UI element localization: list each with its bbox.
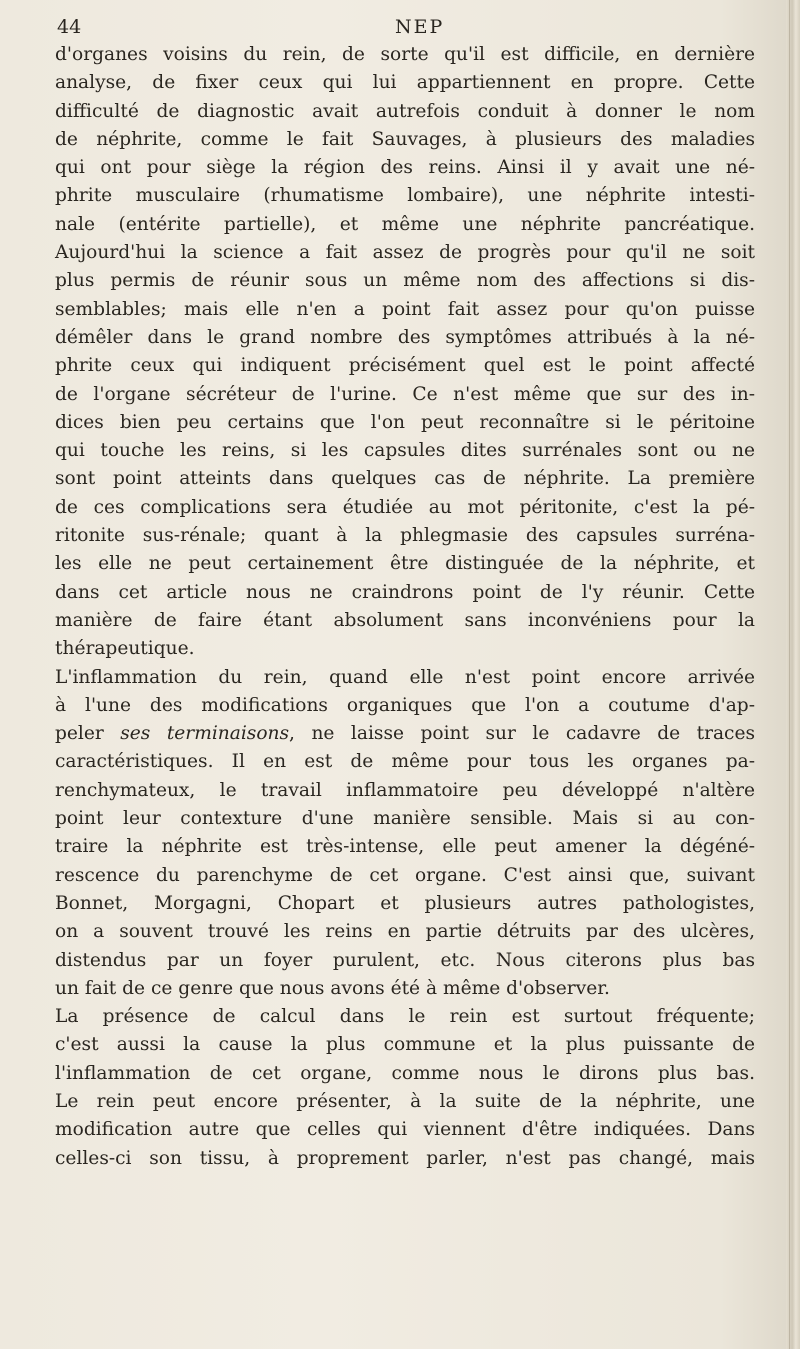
text-line: un fait de ce genre que nous avons été à même d'observer.	[55, 977, 610, 999]
text-line: renchymateux, le travail inflammatoire peu développé n'altère	[55, 779, 755, 801]
text-line: phrite musculaire (rhumatisme lombaire), une néphrite intesti-	[55, 185, 755, 207]
text-line: sont point atteints dans quelques cas de néphrite. La première	[55, 468, 755, 490]
text-line: démêler dans le grand nombre des symptômes attribués à la né-	[55, 326, 755, 348]
text-line: phrite ceux qui indiquent précisément quel est le point affecté	[55, 355, 755, 377]
text-line: les elle ne peut certainement être distinguée de la néphrite, et	[55, 553, 755, 575]
text-line: qui touche les reins, si les capsules dites surrénales sont ou ne	[55, 440, 755, 462]
text-line: c'est aussi la cause la plus commune et la plus puissante de	[55, 1034, 755, 1056]
text-line: Le rein peut encore présenter, à la suite de la néphrite, une	[55, 1090, 755, 1112]
page-edge-line	[789, 0, 790, 1349]
page-header	[57, 14, 747, 40]
text-line: caractéristiques. Il en est de même pour tous les organes pa-	[55, 751, 755, 773]
text-line: on a souvent trouvé les reins en partie détruits par des ulcères,	[55, 921, 755, 943]
italic-phrase: ses terminaisons	[120, 723, 290, 745]
text-line: à l'une des modifications organiques que l'on a coutume d'ap-	[55, 694, 755, 716]
text-line: L'inflammation du rein, quand elle n'est point encore arrivée	[55, 666, 755, 688]
text-line: dans cet article nous ne craindrons point de l'y réunir. Cette	[55, 581, 755, 603]
text-line: nale (entérite partielle), et même une néphrite pancréatique.	[55, 213, 755, 235]
text-line: qui ont pour siège la région des reins. Ainsi il y avait une né-	[55, 157, 755, 179]
text-line: ritonite sus-rénale; quant à la phlegmasie des capsules surréna-	[55, 525, 755, 547]
text-line: point leur contexture d'une manière sensible. Mais si au con-	[55, 808, 755, 830]
text-line: de ces complications sera étudiée au mot péritonite, c'est la pé-	[55, 496, 755, 518]
text-line: d'organes voisins du rein, de sorte qu'il est difficile, en dernière	[55, 44, 755, 65]
text-line: celles-ci son tissu, à proprement parler, n'est pas changé, mais	[55, 1147, 755, 1169]
text-line: de l'organe sécréteur de l'urine. Ce n'est même que sur des in-	[55, 383, 755, 405]
page-number: 44	[57, 16, 82, 38]
text-line: rescence du parenchyme de cet organe. C'est ainsi que, suivant	[55, 864, 755, 886]
text-line: thérapeutique.	[55, 638, 195, 660]
body-text	[55, 41, 755, 1173]
text-line: distendus par un foyer purulent, etc. Nous citerons plus bas	[55, 949, 755, 971]
running-head: NEP	[395, 16, 445, 38]
text-line: difficulté de diagnostic avait autrefois conduit à donner le nom	[55, 100, 755, 122]
text-line: Aujourd'hui la science a fait assez de progrès pour qu'il ne soit	[55, 242, 755, 264]
text-segment: peler	[55, 723, 121, 745]
text-line: plus permis de réunir sous un même nom des affections si dis-	[55, 270, 755, 292]
text-line: dices bien peu certains que l'on peut reconnaître si le péritoine	[55, 411, 755, 433]
text-line: semblables; mais elle n'en a point fait assez pour qu'on puisse	[55, 298, 755, 320]
text-line: La présence de calcul dans le rein est surtout fréquente;	[55, 1006, 755, 1028]
text-line: analyse, de fixer ceux qui lui appartiennent en propre. Cette	[55, 72, 755, 94]
text-line: modification autre que celles qui viennent d'être indiquées. Dans	[55, 1119, 755, 1141]
text-segment: , ne laisse point sur le cadavre de traces	[289, 723, 756, 745]
text-line	[55, 720, 755, 748]
text-line: manière de faire étant absolument sans inconvéniens pour la	[55, 609, 755, 631]
text-line: l'inflammation de cet organe, comme nous le dirons plus bas.	[55, 1062, 755, 1084]
text-line: Bonnet, Morgagni, Chopart et plusieurs autres pathologistes,	[55, 892, 755, 914]
text-line: traire la néphrite est très-intense, elle peut amener la dégéné-	[55, 836, 755, 858]
text-line: de néphrite, comme le fait Sauvages, à plusieurs des maladies	[55, 128, 755, 150]
